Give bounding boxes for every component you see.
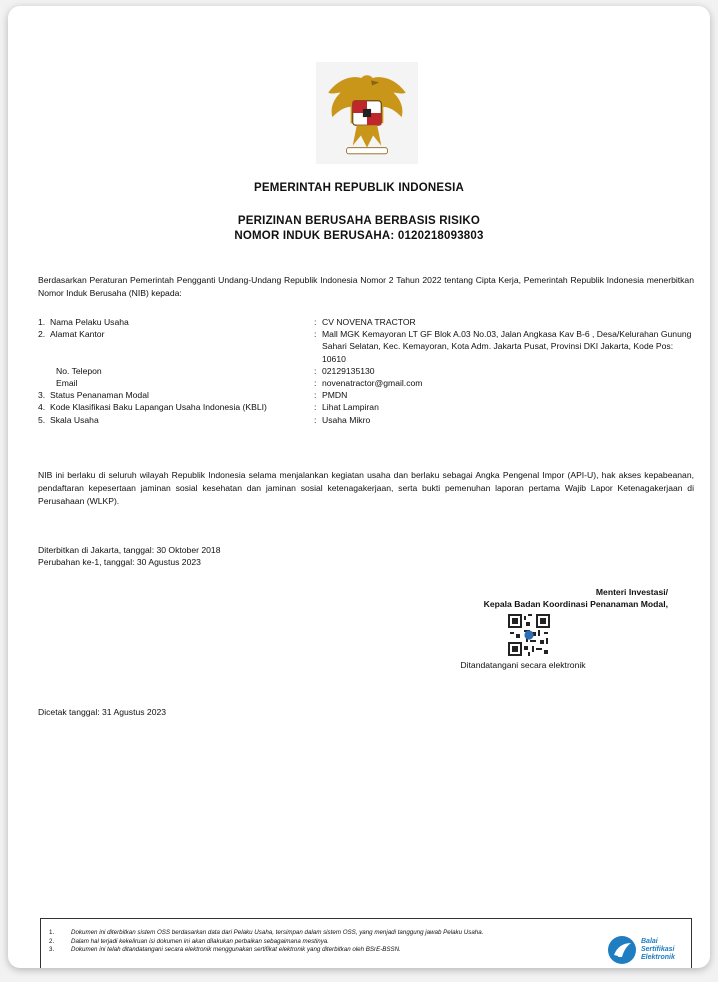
field-value: Lihat Lampiran (322, 402, 379, 413)
field-value: Usaha Mikro (322, 414, 371, 425)
garuda-emblem-icon (316, 62, 418, 164)
field-value: Mall MGK Kemayoran LT GF Blok A.03 No.03, Jalan Angkasa Kav B-6 , Desa/Kelurahan Gunung Sahari Selatan, Kec. Kemayoran, Kota Adm. Jakarta Pusat, Provinsi DKI Jakarta, Kode Pos: 10610 (322, 329, 692, 364)
field-row: No. Telepon : 02129135130 (38, 365, 698, 377)
field-row: 3. Status Penanaman Modal : PMDN (38, 389, 698, 401)
footer-note: 2. Dalam hal terjadi kekeliruan isi dokumen ini akan dilakukan perbaikan sebagaimana mestinya. (49, 937, 329, 945)
field-value: 02129135130 (322, 365, 375, 376)
issue-dates (38, 544, 221, 569)
field-label: Kode Klasifikasi Baku Lapangan Usaha Indonesia (KBLI) (50, 402, 267, 413)
field-row: 1. Nama Pelaku Usaha : CV NOVENA TRACTOR (38, 316, 698, 328)
validity-paragraph: NIB ini berlaku di seluruh wilayah Republik Indonesia selama menjalankan kegiatan usaha dan berlaku sebagai Angka Pengenal Impor (API-U), hak akses kepabeanan, pendaftaran kepesertaan jaminan sosial kesehatan dan jaminan sosial ketenagakerjaan, serta bukti pemenuhan laporan pertama Wajib Lapor Ketenagakerjaan di Perusahaan (WLKP). (38, 470, 694, 506)
field-row: Email : novenatractor@gmail.com (38, 377, 698, 389)
signer-block (388, 586, 668, 611)
signer-office: Kepala Badan Koordinasi Penanaman Modal, (483, 599, 668, 610)
intro-paragraph: Berdasarkan Peraturan Pemerintah Pengganti Undang-Undang Republik Indonesia Nomor 2 Tahun 2022 tentang Cipta Kerja, Pemerintah Republik Indonesia menerbitkan Nomor Induk Berusaha (NIB) kepada: (38, 275, 694, 298)
signed-note: Ditandatangani secara elektronik (460, 660, 586, 670)
printed-date: Dicetak tanggal: 31 Agustus 2023 (38, 707, 167, 717)
field-value: CV NOVENA TRACTOR (322, 317, 416, 327)
field-label: Nama Pelaku Usaha (50, 317, 129, 327)
qr-code-icon (508, 614, 550, 656)
changed-date: Perubahan ke-1, tanggal: 30 Agustus 2023 (38, 557, 201, 568)
bsre-logo-icon (607, 935, 637, 965)
field-label: Email (56, 378, 78, 389)
field-row: 2. Alamat Kantor : Mall MGK Kemayoran LT GF Blok A.03 No.03, Jalan Angkasa Kav B-6 , Desa/Kelurahan Gunung Sahari Selatan, Kec. Kemayoran, Kota Adm. Jakarta Pusat, Provinsi DKI Jakarta, Kode Pos: 10610 (38, 328, 698, 365)
issued-date: Diterbitkan di Jakarta, tanggal: 30 Oktober 2018 (38, 545, 221, 555)
footer-note: 3. Dokumen ini telah ditandatangani secara elektronik menggunakan sertifikat elektronik yang diterbitkan oleh BSrE-BSSN. (49, 946, 401, 954)
document-page (8, 6, 710, 968)
footer-notes (40, 918, 692, 968)
footer-note: 1. Dokumen ini diterbitkan sistem OSS berdasarkan data dari Pelaku Usaha, tersimpan dalam sistem OSS, yang menjadi tanggung jawab Pelaku Usaha. (49, 929, 484, 936)
business-fields (38, 316, 698, 426)
field-value: novenatractor@gmail.com (322, 378, 423, 389)
nib-number: NOMOR INDUK BERUSAHA: 0120218093803 (234, 230, 484, 242)
field-row: 4. Kode Klasifikasi Baku Lapangan Usaha Indonesia (KBLI) : Lihat Lampiran (38, 401, 698, 413)
signer-title: Menteri Investasi/ (595, 587, 668, 597)
field-label: Alamat Kantor (50, 329, 105, 340)
field-value: PMDN (322, 390, 348, 401)
bsre-logo (607, 935, 681, 965)
government-heading: PEMERINTAH REPUBLIK INDONESIA (253, 182, 465, 194)
title-line-1: PERIZINAN BERUSAHA BERBASIS RISIKO (237, 215, 481, 227)
field-label: No. Telepon (56, 365, 102, 376)
bsre-logo-text: Balai Sertifikasi Elektronik (641, 938, 675, 961)
field-label: Status Penanaman Modal (50, 390, 149, 401)
field-row: 5. Skala Usaha : Usaha Mikro (38, 414, 698, 426)
field-label: Skala Usaha (50, 414, 99, 425)
document-title (8, 214, 710, 244)
